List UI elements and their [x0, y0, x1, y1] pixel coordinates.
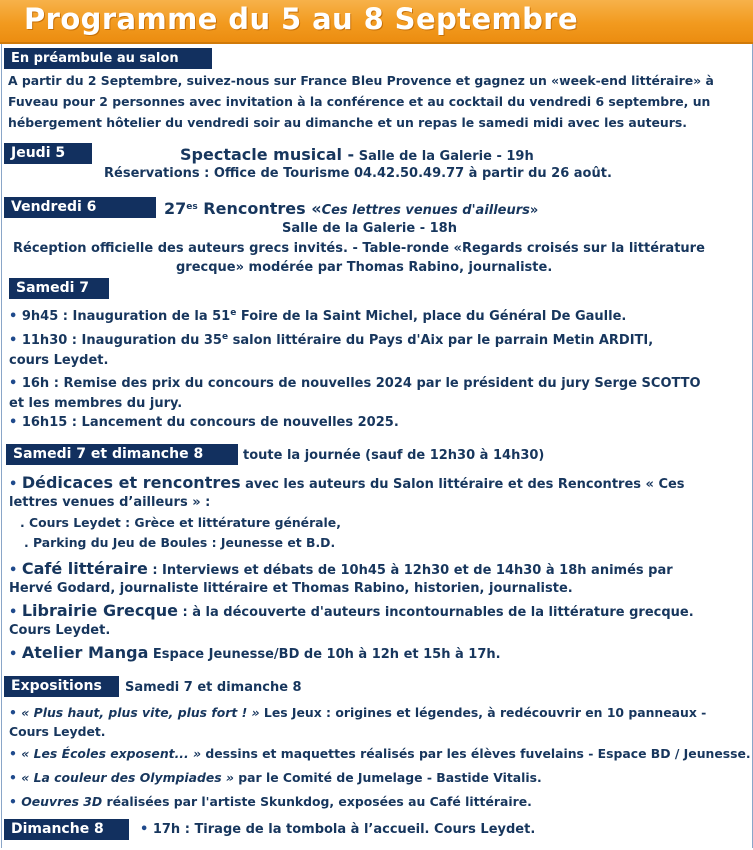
- vendredi-reception-1: Réception officielle des auteurs grecs invités. - Table-ronde «Regards croisés sur la littérature: [13, 241, 705, 256]
- rencontres-word: Rencontres «: [197, 199, 322, 218]
- jeudi-event: [180, 145, 534, 164]
- librairie-heading: Librairie Grecque: [21, 601, 178, 620]
- expositions-when: Samedi 7 et dimanche 8: [125, 680, 302, 695]
- tab-vendredi: Vendredi 6: [4, 197, 156, 218]
- tab-jeudi: Jeudi 5: [4, 143, 92, 164]
- librairie-cont: Cours Leydet.: [9, 623, 111, 638]
- dedicaces-heading: Dédicaces et rencontres: [21, 473, 241, 492]
- samedi-item-3-cont: et les membres du jury.: [9, 396, 183, 411]
- samedi-item-4: • 16h15 : Lancement du concours de nouvelles 2025.: [9, 415, 399, 430]
- preambule-line-1: A partir du 2 Septembre, suivez-nous sur France Bleu Provence et gagnez un «week-end littéraire» à: [8, 73, 714, 88]
- vendredi-salle: Salle de la Galerie - 18h: [282, 221, 457, 236]
- bullet-icon: •: [9, 746, 17, 761]
- weekend-cafe: • Café littéraire : Interviews et débats de 10h45 à 12h30 et de 14h30 à 18h animés par: [9, 559, 673, 578]
- dedicaces-cont: lettres venues d’ailleurs » :: [9, 495, 211, 510]
- rencontres-title: Ces lettres venues d'ailleurs: [321, 203, 530, 218]
- tab-weekend: Samedi 7 et dimanche 8: [6, 444, 238, 465]
- preambule-line-3: hébergement hôtelier du vendredi soir au dimanche et un repas le samedi midi avec les auteurs.: [8, 115, 687, 130]
- page-title: Programme du 5 au 8 Septembre: [24, 2, 579, 36]
- samedi-item-2-cont: cours Leydet.: [9, 353, 109, 368]
- jeudi-event-location: Salle de la Galerie - 19h: [354, 149, 534, 164]
- tab-dimanche: Dimanche 8: [4, 819, 129, 840]
- samedi-item-1: • 9h45 : Inauguration de la 51e Foire de la Saint Michel, place du Général De Gaulle.: [9, 308, 627, 324]
- expo-item-1: • « Plus haut, plus vite, plus fort ! » Les Jeux : origines et légendes, à redécouvrir en 10 panneaux -: [9, 705, 707, 720]
- rencontres-close: »: [529, 203, 539, 218]
- bullet-icon: •: [9, 477, 18, 492]
- bullet-icon: •: [9, 794, 17, 809]
- expo-item-4: • Oeuvres 3D réalisées par l'artiste Skunkdog, exposées au Café littéraire.: [9, 794, 532, 809]
- bullet-icon: •: [140, 822, 149, 837]
- rencontres-number: 27: [164, 199, 187, 218]
- weekend-dedicaces: • Dédicaces et rencontres avec les auteurs du Salon littéraire et des Rencontres « Ces: [9, 473, 685, 492]
- tab-samedi: Samedi 7: [9, 278, 109, 299]
- jeudi-reservations: Réservations : Office de Tourisme 04.42.50.49.77 à partir du 26 août.: [104, 166, 612, 181]
- bullet-icon: •: [9, 415, 18, 430]
- expo-1-title: « Plus haut, plus vite, plus fort ! »: [21, 705, 260, 720]
- bullet-icon: •: [9, 563, 18, 578]
- expo-item-2: • « Les Écoles exposent... » dessins et maquettes réalisés par les élèves fuvelains - Espace BD / Jeunesse.: [9, 746, 751, 761]
- weekend-when: toute la journée (sauf de 12h30 à 14h30): [243, 448, 545, 463]
- bullet-icon: •: [9, 647, 18, 662]
- expo-item-3: • « La couleur des Olympiades » par le Comité de Jumelage - Bastide Vitalis.: [9, 770, 542, 785]
- tab-preambule: En préambule au salon: [4, 48, 212, 69]
- dedicaces-location-2: . Parking du Jeu de Boules : Jeunesse et B.D.: [24, 535, 336, 550]
- weekend-manga: • Atelier Manga Espace Jeunesse/BD de 10h à 12h et 15h à 17h.: [9, 643, 501, 662]
- bullet-icon: •: [9, 376, 18, 391]
- vendredi-rencontres: [164, 199, 538, 218]
- manga-heading: Atelier Manga: [21, 643, 149, 662]
- expo-2-title: « Les Écoles exposent... »: [21, 746, 202, 761]
- expo-4-title: Oeuvres 3D: [21, 794, 103, 809]
- bullet-icon: •: [9, 333, 18, 348]
- cafe-cont: Hervé Godard, journaliste littéraire et Thomas Rabino, historien, journaliste.: [9, 581, 573, 596]
- expo-item-1-cont: Cours Leydet.: [9, 724, 106, 739]
- bullet-icon: •: [9, 705, 17, 720]
- preambule-line-2: Fuveau pour 2 personnes avec invitation à la conférence et au cocktail du vendredi 6 septembre, un: [8, 94, 711, 109]
- dedicaces-location-1: . Cours Leydet : Grèce et littérature générale,: [20, 515, 341, 530]
- bullet-icon: •: [9, 770, 17, 785]
- expo-3-title: « La couleur des Olympiades »: [21, 770, 234, 785]
- rencontres-sup: es: [186, 202, 198, 212]
- title-bar: [0, 0, 753, 44]
- tab-expositions: Expositions: [4, 676, 119, 697]
- samedi-item-3: • 16h : Remise des prix du concours de nouvelles 2024 par le président du jury Serge SCOTTO: [9, 376, 701, 391]
- bullet-icon: •: [9, 605, 18, 620]
- dimanche-item: • 17h : Tirage de la tombola à l’accueil. Cours Leydet.: [140, 822, 536, 837]
- bullet-icon: •: [9, 309, 18, 324]
- cafe-heading: Café littéraire: [21, 559, 148, 578]
- weekend-librairie: • Librairie Grecque : à la découverte d'auteurs incontournables de la littérature grecque.: [9, 601, 694, 620]
- jeudi-event-title: Spectacle musical -: [180, 145, 355, 164]
- vendredi-reception-2: grecque» modérée par Thomas Rabino, journaliste.: [176, 260, 553, 275]
- samedi-item-2: • 11h30 : Inauguration du 35e salon littéraire du Pays d'Aix par le parrain Metin ARDITI,: [9, 332, 654, 348]
